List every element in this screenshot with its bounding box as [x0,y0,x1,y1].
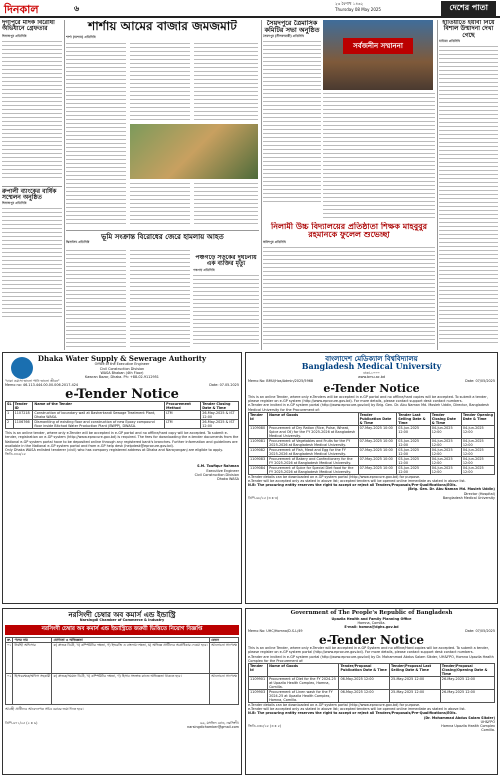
notice-footnote: e-Tender details can be downloaded on e-GP system portal (http://www.eprocure.gov.bd) for purpose. [248,702,421,707]
col-header: Tender Closing Date & Time [430,412,461,425]
wasa-tender-notice [2,352,242,604]
table-row: 1109901 Procurement of Diet for the FY 2024-25 at Upazila Health Complex, Homna, Comilla. 06-May-2025 12:00 25-May-2025 12:00 26-May-2025 12:00 [249,676,495,689]
story-accident [193,255,259,350]
story-body-text [194,182,258,227]
photo-banner: সর্বজনীন সম্মাননা [343,38,413,54]
notice-title: e-Tender Notice [318,632,425,647]
col-header: Procurement Method [165,402,201,411]
notice-date: Date: 07/05/2025 [465,629,495,634]
office-name: Office of the Executive Engineer [94,362,150,367]
main-headline: শার্শায় আমের বাজার জমজমাট [88,20,237,33]
story-teacher-honored [263,222,435,350]
ad-ref: জিডি-৪৩৮/২৫ (৩ x ৫) [248,724,282,728]
section-label: দেশের পাতা [441,1,496,16]
story-headline: হাতিয়াতে ইয়াবা নিয়ে বিশাল উন্মাদনা দেখা গেছে [442,20,495,39]
story-headline: রুপালী ব্যাংকের বার্ষিক সম্মেলন অনুষ্ঠিত [2,186,62,202]
office-building: WASA Bhaban (4th Floor) [100,370,144,375]
notice-footnote: e-Tender will be accepted only as stated in above list; accepted tenders will be opened online immediate as stated in above list. [248,707,466,712]
table-row: 1109083 Procurement of Bakery and Confectionery for the FY 2025-2026 at Bangladesh Medical University. 07-May-2025 10:00 03-Jun-2025 12:00 04-Jun-2025 12:00 04-Jun-2025 12:00 [249,456,495,465]
story-body-text [130,182,190,227]
ad-ref: ডিপি-৬৭১/২৫ (২ x ৬) [5,720,38,725]
table-row: 1109084 Procurement of Spice for Special Diet food for the FY 2025-2026 at Bangladesh Medical University. 07-May-2025 10:00 03-Jun-2025 12:00 04-Jun-2025 12:00 04-Jun-2025 12:00 [249,465,495,474]
story-body-text [130,42,190,122]
notice-title: e-Tender Notice [65,386,179,402]
signer-address: ৬৬, মসজিদ রোড, নরসিংদী। [200,720,239,725]
memo-number: Memo No: UHC/Homna/D.S-L/49 [248,629,303,634]
story-byline: ঝিনাইদহ প্রতিনিধি [66,240,90,245]
table-row: 1 1107218 Construction of boundary wall at Basherkandi Sewage Treatment Plant, Dhaka WASA. LTM 26-May-2025 & IST 12:00 [6,411,239,420]
story-headline: নিলামী উচ্চ বিদ্যালয়ের প্রতিষ্ঠাতা শিক্ষক মাহবুবুর রহমানকে ফুলেল শুভেচ্ছা [270,222,427,240]
signer-title: Executive Engineer [206,468,239,473]
notice-intro-2: e-Tender are invited in e-GP system portal (http://www.eprocure.gov.bd) by Brig. Gen. Dr. Abu Naman Md. Mosleh Uddin, Director, Bangladesh Medical University for the Procurement of: [248,403,490,412]
notice-intro-2: e-Tender are invited in e-GP system portal (http://www.eprocure.gov.bd) by Dr. Mohammad Abdus Salam Sikder, UH&FPO, Homna Upazila Health Complex for the Procurement of: [248,654,494,663]
col-header: Tender/Proposal Publication Date & Time [339,663,390,676]
left-column [2,20,62,350]
slogan: "ঢাকা ওয়াসা ভালো পানি ভালো জীবন" [5,379,60,384]
notice-intro: This is an online Tender, where only e-Tenders will be accepted in e-GP portal and no offline/hard copies will be accepted. To submit a tender, please register on e-GP system (http://www.eprocure.gov.bd). For more details, please contact support desk contact numbers. [248,394,488,404]
table-row: 1109081 Procurement of Vegetables and Fruits for the FY 2025-2026 at Bangladesh Medical University. 07-May-2025 10:00 03-Jun-2025 12:00 04-Jun-2025 12:00 04-Jun-2025 12:00 [249,438,495,447]
org-name-bangla: বাংলাদেশ মেডিক্যাল বিশ্ববিদ্যালয় [325,354,418,363]
story-byline: পঞ্চগড় প্রতিনিধি [193,267,215,272]
main-story [66,20,259,230]
table-row: 1109903 Procurement of Linen wash for the FY 2024-25 at Upazila Health Complex, Homna, Comilla. 06-May-2025 12:00 25-May-2025 12:00 26-May-2025 12:00 [249,689,495,702]
mango-market-photo [130,124,258,179]
story-byline: হাতিয়া প্রতিনিধি [439,38,461,43]
far-right-column [439,20,498,350]
story-headline: দুর্গাপুরে মাদক বিরোধী অভিযানে গ্রেফতার [2,20,55,33]
story-byline: শার্শা (যশোর) প্রতিনিধি [66,34,96,39]
notice-footnote: e-Tender will be accepted only as stated in above list; accepted tenders will be opened online immediate as stated in above list. [248,478,466,483]
col-header: Tender ID [13,402,33,411]
col-header: Name of the Tender [33,402,165,411]
col-header: Tender Closing Date & Time [201,402,239,411]
story-byline: দিনাজপুর প্রতিনিধি [2,33,27,38]
notice-title: e-Tender Notice [323,382,420,396]
story-byline: দিনাজপুর প্রতিনিধি [2,201,27,206]
col-header: Tender/Proposal Closing/Opening Date & Time [440,663,494,676]
story-body-text [66,249,126,349]
notice-footnote: e-Tender details can be downloaded on e-GP system portal (http://www.eprocure.gov.bd) for purpose. [248,474,421,479]
gov-name: Government of The People's Republic of Bangladesh [290,610,453,616]
newspaper-logo: দিনকাল [4,3,39,16]
story-headline: সৈয়দপুরে ত্রৈমাসিক কমিটির সভা অনুষ্ঠিত [264,20,320,34]
table-row: 1109080 Procurement of Dry Ration (Rice, Pulse, Wheat, Spice and Oil) for the FY 2025-2026 at Bangladesh Medical University. 07-May-2025 10:00 03-Jun-2025 12:00 04-Jun-2025 12:00 04-Jun-2025 12:00 [249,425,495,438]
org-name: Dhaka Water Supply & Sewerage Authority [37,354,207,363]
ad-ref: জিডি-৪৪৬/২৫ [5,452,26,457]
memo-number: Memo No: BMU/Hos/Admin/2025/5968 [248,379,314,384]
signer-name: (Brig. Gen. Dr. Abu Naman Md. Mosleh Uddin) [407,487,495,492]
story-committee-meeting [263,20,321,220]
chamber-job-notice [2,608,242,775]
story-body-text [2,40,62,180]
org-name-english: Narsingdi Chamber of Commerce & Industry [79,618,165,623]
signer-name: (Dr. Mohammad Abdus Salam Sikder) [423,715,495,720]
office-location: Homna, Comilla. [357,620,386,625]
signer-org: Homna Upazila Health Complex [441,724,495,728]
office-address: Kawran Bazar, Dhaka. Ph: +88-02-9112951 [85,374,159,379]
table-row: 1109082 Procurement of Fish, Meat and Egg for the FY 2025-2026 at Bangladesh Medical University. 07-May-2025 10:00 03-Jun-2025 12:00 04-Jun-2025 12:00 04-Jun-2025 12:00 [249,447,495,456]
table-row: ০১ নির্বাহী অফিসার ক) স্নাতক ডিগ্রী, খ) কম্পিউটার দক্ষতা, গ) ইংরেজি ও বাংলায় দক্ষতা, ঘ) অভিজ্ঞ প্রার্থীদের অগ্রাধিকার দেওয়া হবে। আলোচনা সাপেক্ষে [6,642,239,673]
signer-name: S.M. Toufiqur Rahman [197,464,239,469]
story-body-text [439,45,498,345]
table-row: ০২ হিসাবরক্ষক/অফিস সহকারী ক) স্নাতক/সমমান ডিগ্রী, খ) কম্পিউটার দক্ষতা, গ) হিসাব সংক্রান্ত কাজে অভিজ্ঞতা থাকতে হবে। আলোচনা সাপেক্ষে [6,673,239,704]
vacancy-table [5,637,239,705]
page-number: ৬ [74,4,80,13]
wasa-logo-icon [11,357,33,379]
col-header: Tender Publication Date & Time [358,412,397,425]
ad-ref: ডিপি-৬৮/২৫ (৩ x ৩) [248,495,279,500]
signer-division: Civil Construction Division [194,472,239,477]
org-name-bangla: নরসিংদী চেম্বার অব কমার্স এন্ড ইন্ডাস্ট্রি [68,610,176,619]
signer-title: Director (Hospital) [463,491,495,496]
date-bangla: ২৩ বৈশাখ ১৪৩২ [335,1,364,6]
org-address: ঢাকা-১০০০ [363,370,380,375]
signer-org: Bangladesh Medical University [442,495,495,500]
story-body-text [194,42,258,122]
bmu-tender-notice [245,352,498,604]
notice-date: Date: 07.05.2025 [209,383,239,388]
event-photo [323,20,433,90]
col-header: বেতন [210,637,239,642]
office-name: Upazila Health and Family Planning Office [331,616,412,621]
tender-table [248,663,495,703]
notice-nb: N.B: The procuring entity reserves the right to accept or reject all Tenders/Proposals/Pre-Qualifications/EOIs. [248,483,457,488]
memo-number: Memo no: 46.113.444.00.00.006.2017-424 [5,383,79,388]
page-header [0,0,500,18]
notice-footer: আগ্রহী প্রার্থীদের আবেদনপত্র সচিব বরাবর জমা দিতে হবে। [5,706,84,711]
date-english: Thursday 08 May 2025 [335,7,381,12]
story-body-text [263,246,435,344]
col-header: যোগ্যতা ও অভিজ্ঞতা [52,637,210,642]
notice-date: Date: 07/05/2025 [465,379,495,384]
division-name: Civil Construction Division [99,366,145,371]
col-header: Name of Goods [268,412,359,425]
notice-body-2: Only Dhaka WASA enlisted tenderer (civil) who has company registered address at Dhaka and Narayanganj are eligible to apply. [5,448,223,453]
story-byline: সৈয়দপুর (নীলফামারী) প্রতিনিধি [263,33,304,38]
story-body-text [193,274,259,344]
org-website: www.bmu.ac.bd [357,374,386,379]
col-header: Tender/Proposal Last Selling Date & Time [389,663,440,676]
col-header: ক্র. [7,637,12,642]
signer-title: UH&FPO [480,719,495,724]
notice-body: This is an online tender, where only e-Tender will be accepted in e-GP portal and no offline/hard copy will be accepted. To submit e-tender, registration on e-GP system (http://www.eprocure.gov.bd) is required. The fees for downloading the e-tender documents from the National e-GP system portal have to be deposited online through any registered bank's branches. Further information and guidelines are available in the National e-GP system portal and from e-GP help desk (helpdesk@eprocure.gov.bd). [5,431,239,448]
col-header: Tender Opening Date & Time [461,412,494,425]
story-body-text [263,40,321,205]
notice-banner: নরসিংদী চেম্বার অব কমার্স এন্ড ইন্ডাস্ট্রিতে জরুরী ভিত্তিতে নিয়োগ বিজ্ঞপ্তি [5,625,239,635]
office-email: E-mail: homna@dghs.gov.bd [344,625,399,630]
signer-email: narsingdichamber@gmail.com [187,724,239,729]
story-byline: ফরিদপুর প্রতিনিধি [263,239,286,244]
col-header: Tender Last Selling Date & Time [397,412,431,425]
story-headline: পঞ্চগড়ে সড়কের দুর্ঘটনায় এক ব্যক্তির মৃত্যু [195,255,257,268]
story-headline: ভূমি সংক্রান্ত বিরোধের জেরে হামলায় আহত [101,232,224,241]
tender-table [248,412,495,475]
tender-table [5,401,239,429]
story-body-text [323,92,435,220]
story-body-text [66,42,126,227]
col-header: Name of Goods [268,663,339,676]
notice-intro: This is an online Tender, where only e-Tender will be accepted in e-GP System and no offline/Hard copies will be accepted. To submit a tender, please register on e-GP system portal (http://www.eprocure.gov.bd). For more details, please contact support desk contact numbers. [248,646,490,655]
col-header: SL [6,402,14,411]
notice-nb: N.B: The procuring entity reserves the right to accept or reject all Tenders/Proposals/Pre-Qualifications/EOIs. [248,711,457,716]
col-header: পদের নাম [13,637,52,642]
story-body-text [130,249,190,349]
org-name-english: Bangladesh Medical University [301,361,442,372]
story-body-text [2,207,62,317]
signer-org: Dhaka WASA [217,477,239,482]
col-header: Tender Id [249,412,268,425]
upazila-tender-notice [245,608,498,775]
table-row: 2 1106766 Dismantling of existing floor and construction of new Epoxy compound floor inside Bitchod Water Production Plant (BWPP), DWASA. LTM 26-May-2025 & IST 12:00 [6,420,239,429]
signer-location: Comilla. [481,728,495,733]
col-header: Tender Id [249,663,268,676]
